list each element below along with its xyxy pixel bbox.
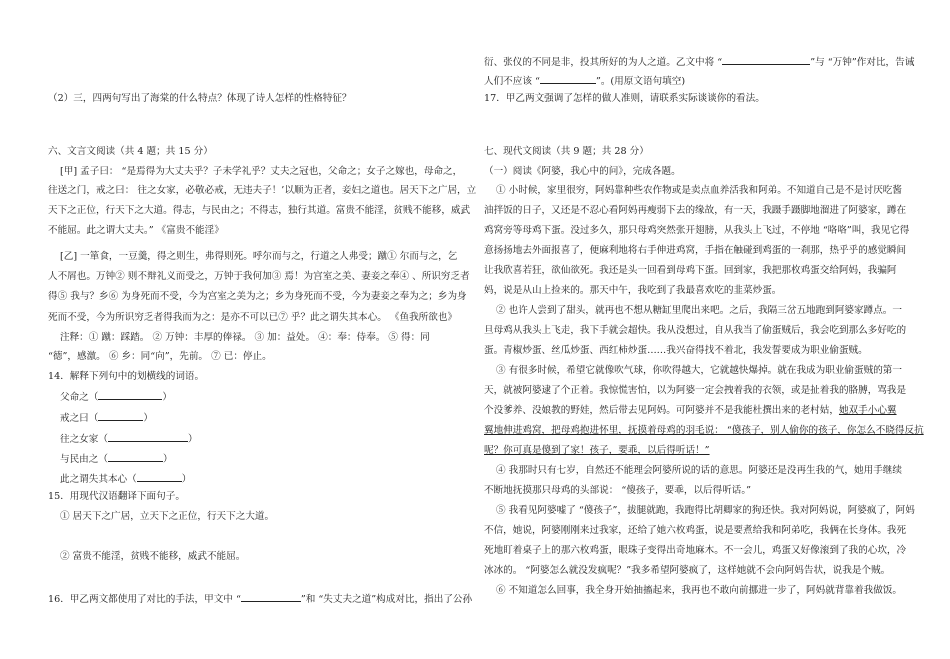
- q14-item: 往之女家（ ）: [60, 431, 198, 446]
- answer-blank[interactable]: [98, 410, 143, 421]
- answer-blank[interactable]: [108, 451, 163, 462]
- question-16: 16．甲乙两文都使用了对比的手法，甲文中 “ ”和 “失丈夫之道”构成对比，指出了公孙: [48, 591, 472, 606]
- paragraph-line: 油拌饭的日子，又还是不忍心看阿妈再瘦弱下去的缘故，有一天，我蹑手蹑脚地溜进了阿婆家，蹲在: [484, 205, 907, 216]
- q16-continuation: 人们不应该 “ ”。(用原文语句填空): [484, 73, 685, 88]
- paragraph-line: 鸡窝旁等母鸡下蛋。没过多久，那只母鸡突然张开翅膀，从我头上飞过，不停地 “咯咯”叫，我见它得: [484, 225, 910, 236]
- question-15: 15．用现代汉语翻译下面句子。: [48, 491, 185, 502]
- underlined-text: 呢？你可真是傻到了家！孩子，要乖，以后得听话！”: [484, 445, 710, 456]
- section-6-title: 六、文言文阅读（共 4 题；共 15 分）: [48, 146, 213, 157]
- paragraph-line: ④ 我那时只有七岁，自然还不能理会阿婆所说的话的意思。阿婆还是没再生我的气，她用手继续: [496, 465, 902, 476]
- answer-blank[interactable]: [98, 389, 162, 400]
- question-14: 14．解释下列句中的划横线的词语。: [48, 371, 205, 382]
- paragraph-line: 让我欣喜若狂，欲仙欲死。我还是头一回看到母鸡下蛋。回到家，我把那枚鸡蛋交给阿妈，我骗阿: [484, 265, 897, 276]
- annotation-line: “德”，感激。 ⑥ 乡：同“向”，先前。 ⑦ 已：停止。: [48, 351, 272, 362]
- q15-sentence-2: ② 富贵不能淫，贫贱不能移，威武不能屈。: [60, 551, 246, 562]
- answer-blank[interactable]: [540, 73, 596, 84]
- passage-line: 死而不受，今为所识穷乏者得我而为之：是亦不可以已⑦ 乎？此之谓失其本心。 《鱼我所欲也》: [48, 312, 458, 323]
- passage-line: 天下之正位，行天下之大道。得志，与民由之；不得志，独行其道。富贵不能淫，贫贱不能移，威武: [48, 205, 471, 216]
- paragraph-line: ⑤ 我看见阿婆嘘了 “傻孩子”，拔腿就跑，我跑得比胡卿家的狗还快。我对阿妈说，阿婆疯了，阿妈: [496, 505, 915, 516]
- answer-blank[interactable]: [108, 431, 188, 442]
- subsection-1-title: （一）阅读《阿婆，我心中的问》，完成各题。: [484, 166, 681, 177]
- passage-line: 得⑤ 我与？乡⑥ 为身死而不受，今为宫室之美为之；乡为身死而不受，今为妻妾之奉为之；乡为身: [48, 291, 467, 302]
- paragraph-line: 天，就被阿婆逮了个正着。我惊慌害怕，以为阿婆一定会拽着我的衣领，或是扯着我的胳膊，骂我是: [484, 385, 907, 396]
- paragraph-line: 妈，说是从山上捡来的。那天中午，我吃到了我最喜欢吃的韭菜炒蛋。: [484, 285, 782, 296]
- passage-line: [乙] 一箪食，一豆羹，得之则生，弗得则死。呼尔而与之，行道之人弗受；蹴① 尔而与之，乞: [60, 251, 458, 262]
- annotation-line: 注释：① 蹴：踩踏。 ② 万钟：丰厚的俸禄。 ③ 加：益处。 ④：奉：侍奉。 ⑤ 得：同: [60, 332, 430, 343]
- passage-line: 不能屈。此之谓大丈夫。” 《富贵不能淫》: [48, 225, 224, 236]
- paragraph-line: 不信，她说，阿婆刚刚来过我家，还给了她六枚鸡蛋，说是要煮给我和阿弟吃，我俩在长身体。我死: [484, 525, 907, 536]
- question-17: 17．甲乙两文强调了怎样的做人准则，请联系实际谈谈你的看法。: [484, 93, 765, 104]
- q14-item: 此之谓失其本心（ ）: [60, 471, 191, 486]
- paragraph-line: 个没爹养、没娘教的野娃，然后带去见阿妈。可阿婆并不是我能杜撰出来的老村姑，她双手小心翼: [484, 405, 897, 416]
- paragraph-line: 死地盯着桌子上的那六枚鸡蛋，眼珠子变得出奇地麻木。不一会儿，鸡蛋又好像滚到了我的心坎，冷: [484, 545, 907, 556]
- passage-line: 往送之门，戒之曰： 往之女家，必敬必戒，无违夫子！’以顺为正者，妾妇之道也。居天下之广居，立: [48, 185, 477, 196]
- question-2: （2）三，四两句写出了海棠的什么特点？体现了诗人怎样的性格特征？: [48, 93, 352, 104]
- q14-item: 与民由之（ ）: [60, 451, 173, 466]
- paragraph-line: ③ 有很多时候，希望它就像吹气球，你吹得越大，它就越快爆掉。就在我成为职业偷蛋贼的第一: [496, 365, 902, 376]
- passage-line: 人不屑也。万钟② 则不辩礼义而受之，万钟于我何加③ 焉！为宫室之美、妻妾之奉④ 、所识穷乏者: [48, 271, 470, 282]
- q14-item: 戒之曰（ ）: [60, 410, 153, 425]
- section-7-title: 七、现代文阅读（共 9 题；共 28 分）: [484, 146, 649, 157]
- paragraph-line: 意扬扬地去外面报喜了，便麻利地将右手伸进鸡窝，手指在触碰到鸡蛋的一刹那，热乎乎的感觉瞬间: [484, 245, 907, 256]
- paragraph-line: 冰冰的。 “阿婆怎么就没发疯呢？”我多希望阿婆疯了，这样她就不会向阿妈告状，说我是个贼。: [484, 565, 891, 576]
- answer-blank[interactable]: [137, 471, 182, 482]
- q15-sentence-1: ① 居天下之广居，立天下之正位，行天下之大道。: [60, 511, 275, 522]
- q16-continuation: 衍、张仪的不同是非，投其所好的为人之道。乙文中将 “ ”与 “万钟”作对比，告诫: [484, 54, 914, 69]
- paragraph-line: 蛋。青椒炒蛋、丝瓜炒蛋、西红柿炒蛋……我兴奋得找不着北，我发誓要成为职业偷蛋贼。: [484, 345, 868, 356]
- paragraph-line: ② 也许人尝到了甜头，就再也不想从糖缸里爬出来吧。之后，我隔三岔五地跑到阿婆家蹲点。一: [496, 305, 902, 316]
- answer-blank[interactable]: [241, 591, 301, 602]
- q14-item: 父命之（ ）: [60, 389, 172, 404]
- underlined-text: 翼地伸进鸡窝，把母鸡抱进怀里，抚摸着母鸡的羽毛说： “傻孩子，别人偷你的孩子，你怎么不晓得反抗: [484, 425, 924, 436]
- answer-blank[interactable]: [722, 54, 810, 65]
- underlined-text: 她双手小心翼: [838, 405, 897, 416]
- passage-line: [甲] 孟子曰： “是焉得为大丈夫乎？子未学礼乎？丈夫之冠也，父命之；女子之嫁也，母命之，: [60, 166, 463, 177]
- paragraph-6: ⑥ 不知道怎么回事，我全身开始抽搐起来，我再也不敢向前挪进一步了，阿妈就背靠着我做饭。: [496, 585, 902, 596]
- paragraph-line: ① 小时候，家里很穷，阿妈靠种些农作物或是卖点血养活我和阿弟。不知道自己是不是讨厌吃酱: [496, 185, 902, 196]
- paragraph-line: 不断地抚摸那只母鸡的头部说： “傻孩子，要乖，以后得听话。”: [484, 485, 752, 496]
- paragraph-line: 旦母鸡从我头上飞走，我下手就会超快。我从没想过，自从我当了偷蛋贼后，我会吃到那么多好吃的: [484, 325, 907, 336]
